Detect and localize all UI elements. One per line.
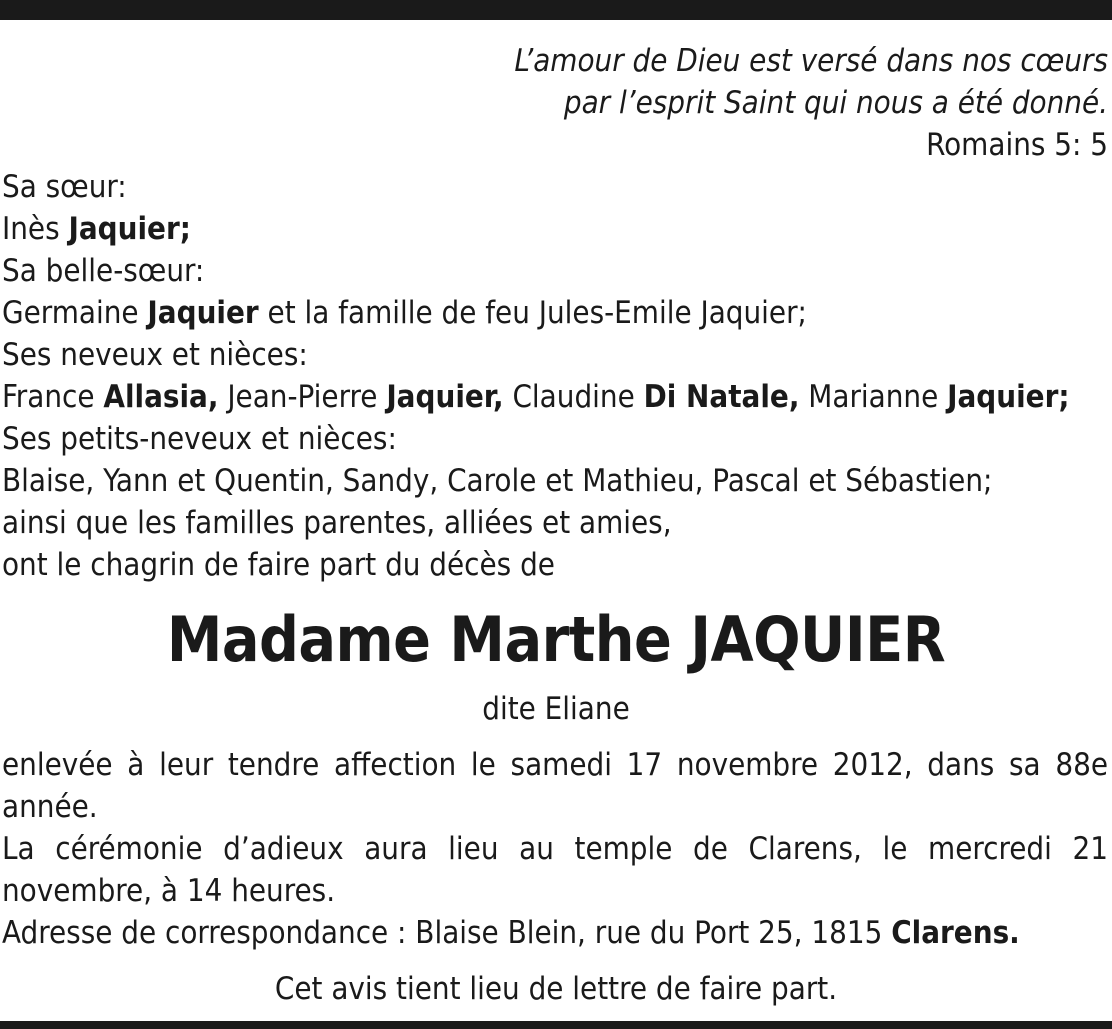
- verse-line-2: par l’esprit Saint qui nous a été donné.: [563, 85, 1108, 121]
- sister-first-name: Inès: [2, 211, 60, 247]
- nephew-last-name: Jaquier;: [947, 379, 1070, 415]
- nephews-line: [2, 376, 1112, 418]
- nephew-first-name: Marianne: [808, 379, 939, 415]
- sister-in-law-rest: et la famille de feu Jules-Emile Jaquier;: [267, 295, 807, 331]
- address-paragraph: [2, 912, 1108, 954]
- bible-verse: [208, 40, 1108, 166]
- nephew-last-name: Allasia,: [103, 379, 219, 415]
- notice-details: [2, 744, 1108, 954]
- verse-line-1: L’amour de Dieu est versé dans nos cœurs: [514, 43, 1108, 79]
- verse-reference: Romains 5: 5: [926, 127, 1108, 163]
- grand-nephews-label: Ses petits-neveux et nièces:: [2, 421, 397, 457]
- sister-in-law-line: [2, 292, 1112, 334]
- ceremony-paragraph: La cérémonie d’adieux aura lieu au temple de Clarens, le mercredi 21 novembre, à 14 heures.: [2, 831, 1108, 909]
- sister-line: [2, 208, 1112, 250]
- top-rule: [0, 0, 1112, 20]
- address-prefix: Adresse de correspondance : Blaise Blein, rue du Port 25, 1815: [2, 915, 883, 951]
- extended-family-line: ainsi que les familles parentes, alliées et amies,: [2, 505, 672, 541]
- family-list: [2, 166, 1112, 586]
- address-city: Clarens.: [891, 915, 1020, 951]
- grand-nephews-line: Blaise, Yann et Quentin, Sandy, Carole et Mathieu, Pascal et Sébastien;: [2, 463, 993, 499]
- sister-last-name: Jaquier;: [68, 211, 191, 247]
- nephew-last-name: Jaquier,: [386, 379, 504, 415]
- announcement-line: ont le chagrin de faire part du décès de: [2, 547, 555, 583]
- nephew-first-name: France: [2, 379, 95, 415]
- deceased-alias: dite Eliane: [482, 691, 630, 727]
- sister-label: Sa sœur:: [2, 169, 127, 205]
- nephews-label: Ses neveux et nièces:: [2, 337, 308, 373]
- nephew-first-name: Jean-Pierre: [227, 379, 378, 415]
- nephew-first-name: Claudine: [512, 379, 635, 415]
- death-paragraph: enlevée à leur tendre affection le samedi 17 novembre 2012, dans sa 88e année.: [2, 747, 1108, 825]
- sister-in-law-first-name: Germaine: [2, 295, 139, 331]
- deceased-name: Madame Marthe JAQUIER: [166, 603, 946, 676]
- sister-in-law-label: Sa belle-sœur:: [2, 253, 205, 289]
- nephew-last-name: Di Natale,: [643, 379, 800, 415]
- sister-in-law-last-name: Jaquier: [147, 295, 259, 331]
- footer-note: Cet avis tient lieu de lettre de faire part.: [274, 971, 838, 1007]
- bottom-rule: [0, 1021, 1112, 1029]
